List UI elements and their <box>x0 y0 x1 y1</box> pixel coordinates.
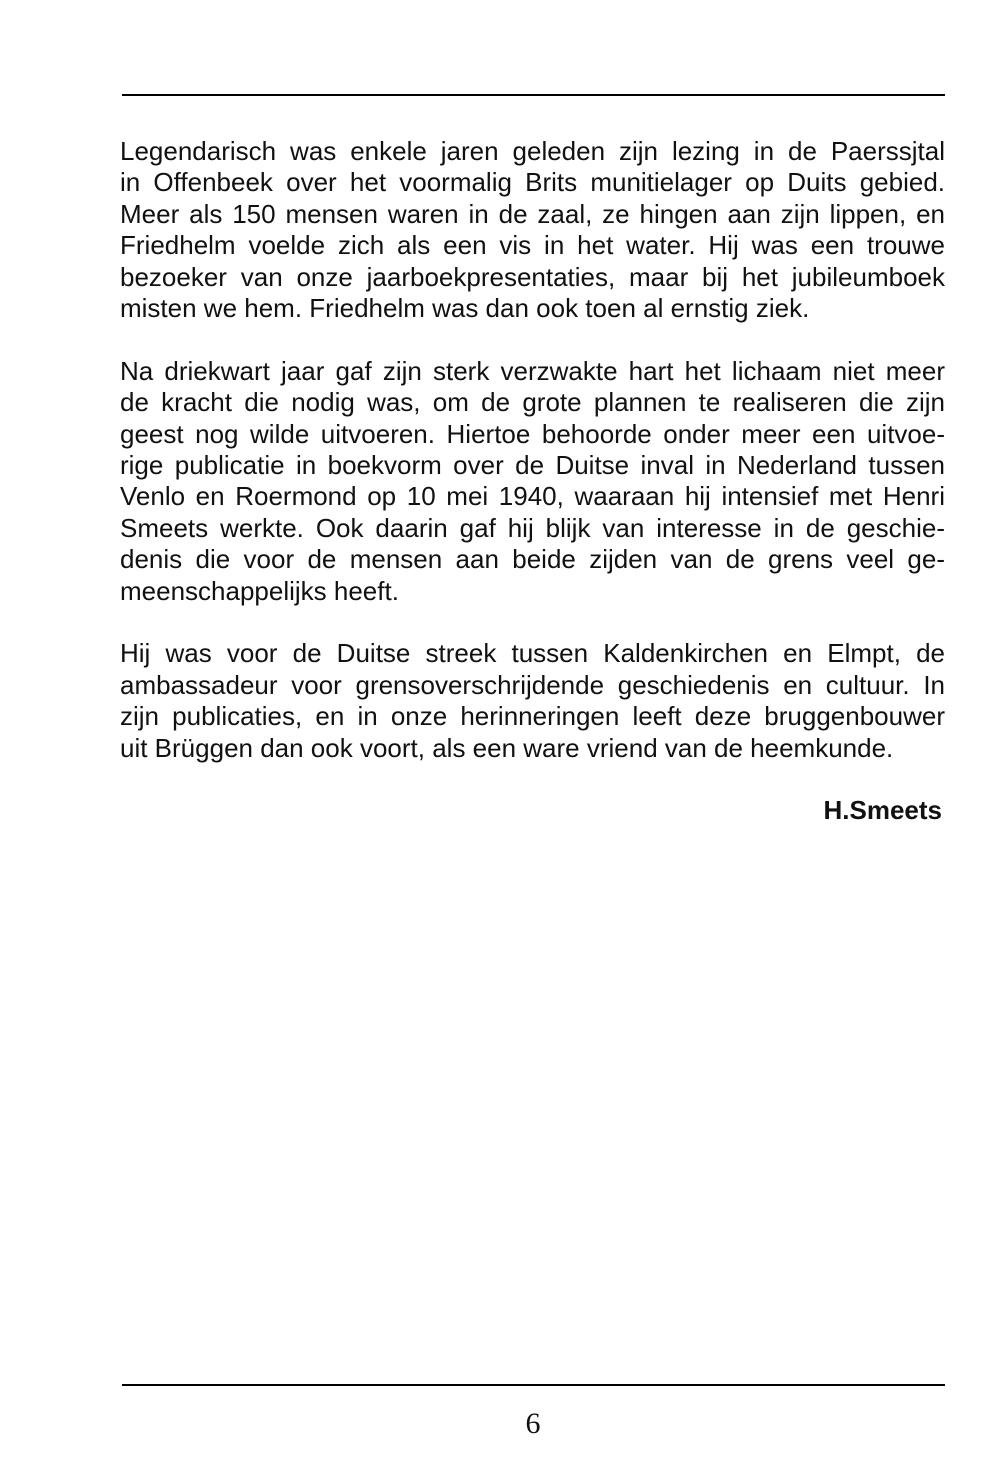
text-line: denis die voor de mensen aan beide zijden van de grens veel ge- <box>120 544 945 575</box>
page-number: 6 <box>525 1407 541 1440</box>
text-line: rige publicatie in boekvorm over de Duitse inval in Nederland tussen <box>120 450 945 481</box>
text-line: Legendarisch was enkele jaren geleden zijn lezing in de Paerssjtal <box>120 136 945 166</box>
author-signature: H.Smeets <box>823 795 942 826</box>
text-line: de kracht die nodig was, om de grote plannen te realiseren die zijn <box>120 387 945 418</box>
text-line: Meer als 150 mensen waren in de zaal, ze hingen aan zijn lippen, en <box>120 198 945 229</box>
paragraph-2 <box>120 356 945 607</box>
text-line: ambassadeur voor grensoverschrijdende geschiedenis en cultuur. In <box>120 669 945 700</box>
text-line: Smeets werkte. Ook daarin gaf hij blijk van interesse in de geschie- <box>120 512 945 543</box>
text-line: Na driekwart jaar gaf zijn sterk verzwakte hart het lichaam niet meer <box>120 355 945 386</box>
text-line: in Offenbeek over het voormalig Brits munitielager op Duits gebied. <box>120 167 945 198</box>
text-line: geest nog wilde uitvoeren. Hiertoe behoorde onder meer een uitvoe- <box>120 418 945 449</box>
text-line: meenschappelijks heeft. <box>120 575 399 606</box>
bottom-rule <box>122 1384 945 1386</box>
text-line: uit Brüggen dan ook voort, als een ware vriend van de heemkunde. <box>120 732 894 763</box>
top-rule <box>122 94 945 96</box>
text-line: Hij was voor de Duitse streek tussen Kaldenkirchen en Elmpt, de <box>120 638 945 669</box>
text-line: bezoeker van onze jaarboekpresentaties, maar bij het jubileumboek <box>120 261 945 292</box>
text-line: misten we hem. Friedhelm was dan ook toen al ernstig ziek. <box>120 293 810 324</box>
paragraph-3 <box>120 638 945 764</box>
text-line: Venlo en Roermond op 10 mei 1940, waaraan hij intensief met Henri <box>120 481 945 512</box>
text-line: zijn publicaties, en in onze herinneringen leeft deze bruggenbouwer <box>120 701 945 732</box>
paragraph-1 <box>120 136 945 324</box>
text-line: Friedhelm voelde zich als een vis in het water. Hij was een trouwe <box>120 230 945 261</box>
article-body <box>120 136 945 827</box>
